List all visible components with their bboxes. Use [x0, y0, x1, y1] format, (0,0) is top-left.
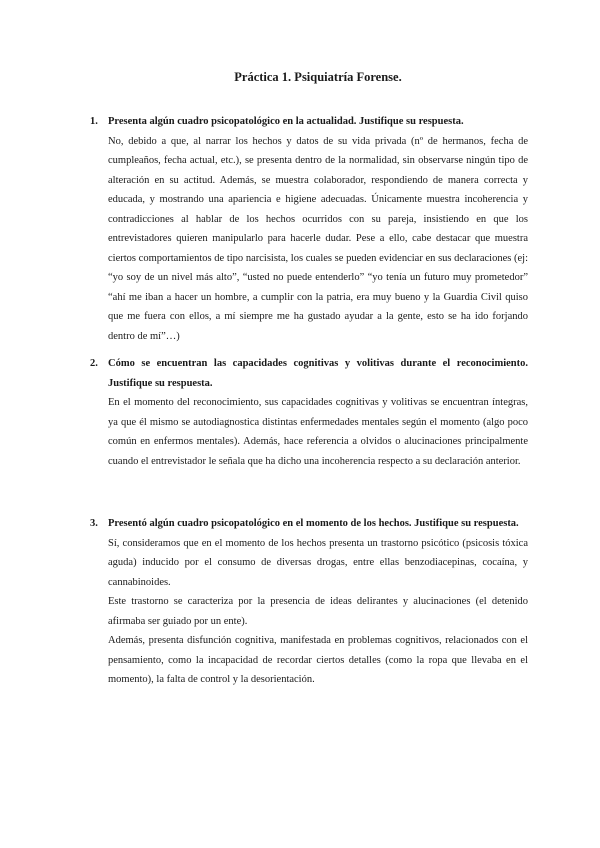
answer-paragraph: En el momento del reconocimiento, sus capacidades cognitivas y volitivas se encuentran íntegras, ya que él mismo se autodiagnostica distintas enfermedades mentales según el momento (algo poco común en enfermos mentales). Además, hace referencia a olvidos o alucinaciones principalmente cuando el entrevistador le señala que ha dicho una incoherencia respecto a su declaración anterior.	[108, 397, 528, 467]
document-title: Práctica 1. Psiquiatría Forense.	[234, 70, 402, 84]
question-text: Presenta algún cuadro psicopatológico en la actualidad. Justifique su respuesta.	[108, 116, 464, 127]
answer-block-1	[108, 132, 528, 347]
question-number: 2.	[90, 358, 98, 369]
answer-block-2	[108, 393, 528, 471]
question-heading-1	[90, 112, 528, 132]
answer-paragraph: Además, presenta disfunción cognitiva, manifestada en problemas cognitivos, relacionados con el pensamiento, como la incapacidad de recordar ciertos detalles (como la ropa que llevaba en el momento), la falta de control y la desorientación.	[108, 635, 528, 685]
answer-block-3	[108, 534, 528, 690]
answer-paragraph: No, debido a que, al narrar los hechos y datos de su vida privada (nº de hermanos, fecha de cumpleaños, fecha actual, etc.), se presenta dentro de la normalidad, sin observarse ningún tipo de alteración en su actitud. Además, se muestra colaborador, respondiendo de manera correcta y educada, y mostrando una apariencia e higiene adecuadas. Únicamente muestra incoherencia y contradicciones al hablar de los hechos ocurridos con su pareja, insistiendo en que los entrevistadores quieren manipularlo para hacerle dudar. Pese a ello, cabe destacar que muestra ciertos comportamientos de tipo narcisista, los cuales se pueden evidenciar en sus declaraciones (ej: “yo soy de un nivel más alto”, “usted no puede entenderlo” “yo tenía un futuro muy prometedor” “ahí me iban a hacer un hombre, a cumplir con la patria, era muy bueno y la Guardia Civil quiso que me fuera con ellos, a mí siempre me ha gustado ayudar a la gente, esto se ha ido forjando dentro de mí”…)	[108, 135, 528, 342]
answer-paragraph: Sí, consideramos que en el momento de los hechos presenta un trastorno psicótico (psicosis tóxica aguda) inducido por el consumo de diversas drogas, entre ellas benzodiacepinas, cocaína, y cannabinoides.	[108, 537, 528, 588]
answer-paragraph: Este trastorno se caracteriza por la presencia de ideas delirantes y alucinaciones (el detenido afirmaba ser guiado por un ente).	[108, 596, 528, 627]
question-number: 3.	[90, 518, 98, 529]
question-text: Cómo se encuentran las capacidades cognitivas y volitivas durante el reconocimiento. Justifique su respuesta.	[108, 358, 528, 389]
question-text: Presentó algún cuadro psicopatológico en el momento de los hechos. Justifique su respuesta.	[108, 518, 519, 529]
question-heading-2	[90, 354, 528, 393]
question-section-2	[90, 354, 528, 471]
question-number: 1.	[90, 116, 98, 127]
question-section-1	[90, 112, 528, 346]
question-heading-3	[90, 514, 528, 534]
question-section-3	[90, 514, 528, 690]
